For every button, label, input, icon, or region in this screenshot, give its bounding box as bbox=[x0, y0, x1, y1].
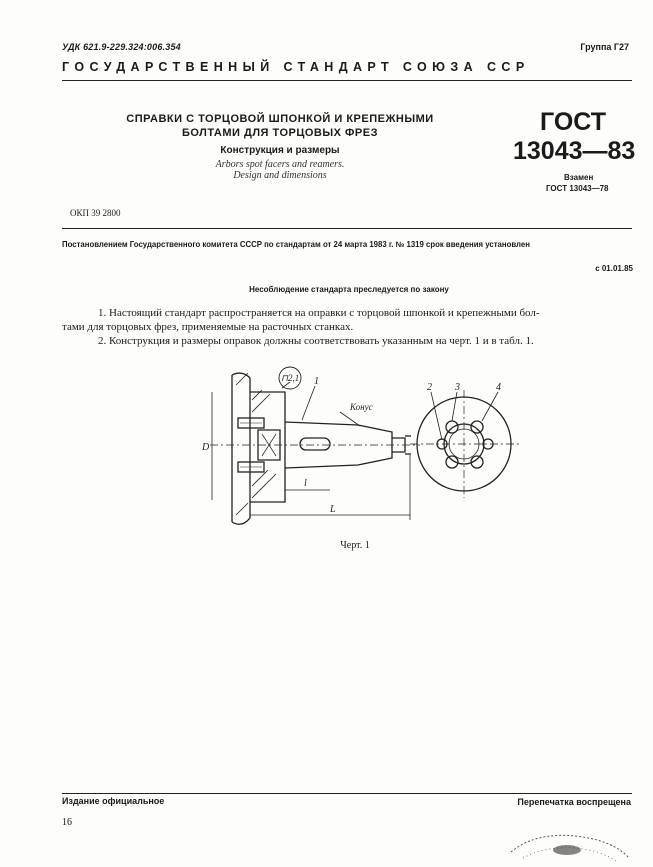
arbor-end-view bbox=[410, 390, 520, 498]
footer-rule bbox=[62, 793, 632, 794]
effective-date: с 01.01.85 bbox=[595, 264, 633, 273]
reprint-prohibited: Перепечатка воспрещена bbox=[517, 797, 631, 807]
figure-caption: Черт. 1 bbox=[340, 540, 370, 551]
length-L-label: L bbox=[330, 504, 336, 515]
group-code: Группа Г27 bbox=[580, 42, 629, 52]
title-line-2: БОЛТАМИ ДЛЯ ТОРЦОВЫХ ФРЕЗ bbox=[181, 127, 378, 139]
paragraph-1-line-1: 1. Настоящий стандарт распространяется на оправки с торцовой шпонкой и крепежными бол- bbox=[98, 307, 540, 319]
cone-label: Конус bbox=[350, 402, 373, 412]
callout-3: 3 bbox=[455, 382, 460, 393]
replaces-label: Взамен bbox=[564, 173, 594, 182]
document-subtitle: Конструкция и размеры bbox=[220, 145, 340, 156]
state-standard-header: ГОСУДАРСТВЕННЫЙ СТАНДАРТ СОЮЗА ССР bbox=[62, 60, 530, 74]
gost-number: 13043—83 bbox=[513, 137, 636, 165]
library-stamp bbox=[505, 828, 635, 866]
paragraph-2: 2. Конструкция и размеры оправок должны соответствовать указанным на черт. 1 и в табл. 1. bbox=[98, 335, 534, 347]
english-title-line-2: Design and dimensions bbox=[233, 170, 327, 181]
drawing-labels bbox=[201, 373, 501, 515]
callout-2: 2 bbox=[427, 382, 432, 393]
callout-1: 1 bbox=[314, 376, 319, 387]
law-notice: Несоблюдение стандарта преследуется по закону bbox=[249, 285, 449, 294]
diameter-D-label: D bbox=[202, 442, 210, 453]
gost-label: ГОСТ bbox=[540, 108, 606, 136]
decree-text: Постановлением Государственного комитета СССР по стандартам от 24 марта 1983 г. № 1319 срок введения установлен bbox=[62, 240, 530, 249]
square-label: ⊓2,1 bbox=[281, 373, 300, 383]
arbor-side-view bbox=[210, 367, 420, 524]
okp-code: ОКП 39 2800 bbox=[70, 208, 121, 218]
english-title-line-1: Arbors spot facers and reamers. bbox=[215, 159, 345, 170]
official-edition: Издание официальное bbox=[62, 796, 165, 806]
title-line-1: СПРАВКИ С ТОРЦОВОЙ ШПОНКОЙ И КРЕПЕЖНЫМИ bbox=[126, 113, 434, 125]
page-number: 16 bbox=[62, 817, 72, 828]
paragraph-1-line-2: тами для торцовых фрез, применяемые на расточных станках. bbox=[62, 321, 354, 333]
callout-4: 4 bbox=[496, 382, 501, 393]
udk-code: УДК 621.9-229.324:006.354 bbox=[62, 42, 181, 52]
length-l-label: l bbox=[304, 478, 307, 489]
replaces-value: ГОСТ 13043—78 bbox=[546, 184, 609, 193]
